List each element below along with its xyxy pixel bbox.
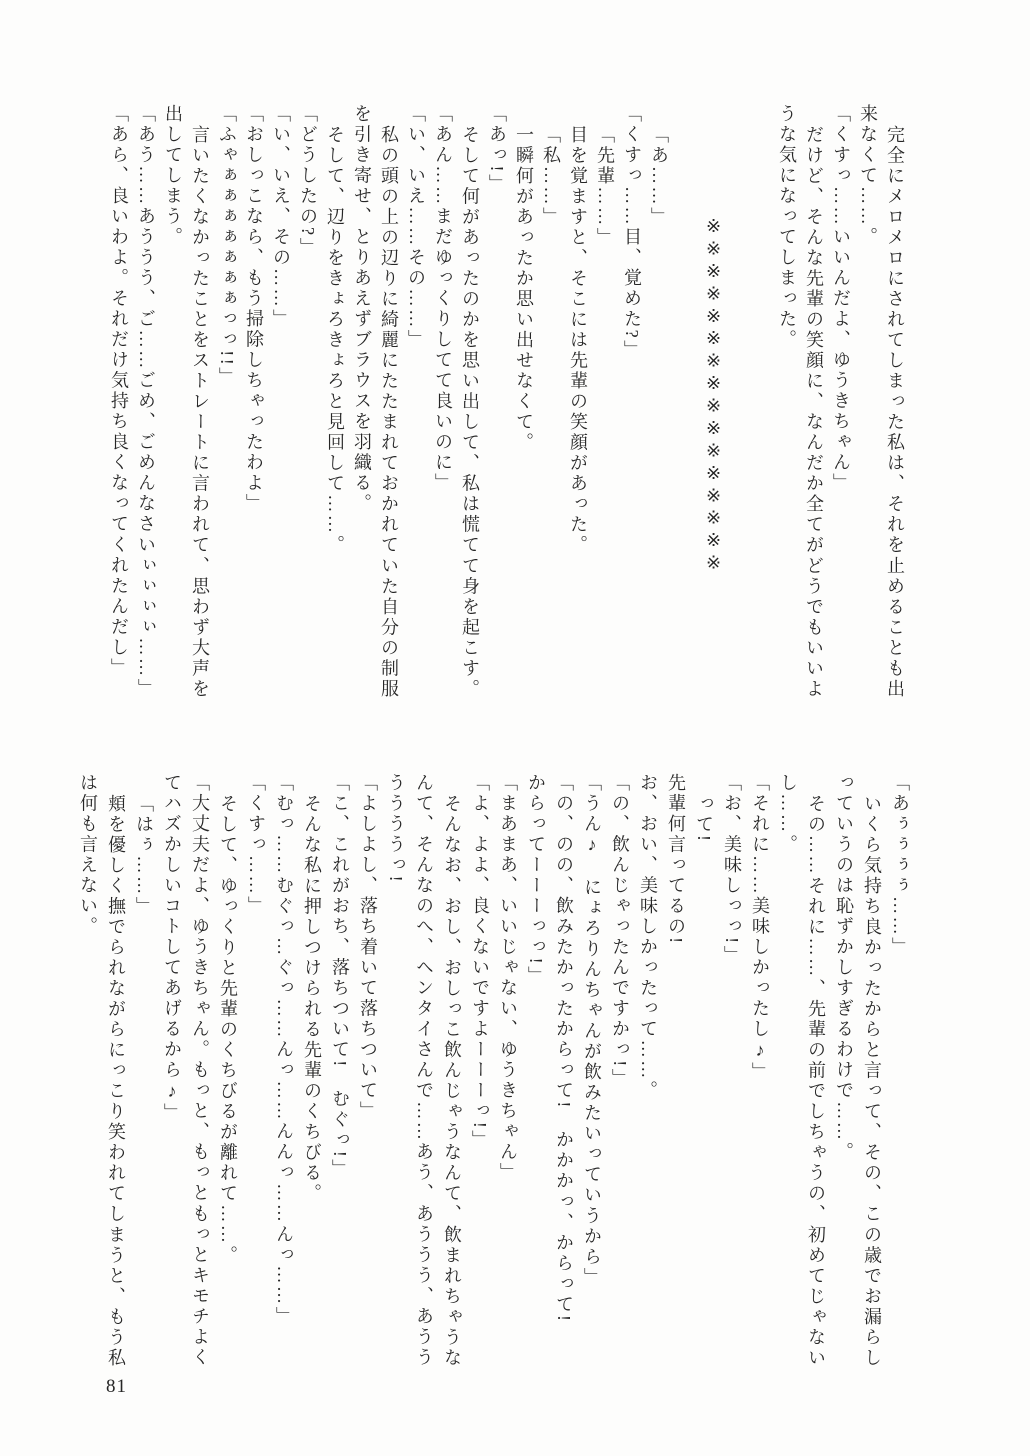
top-text-block — [105, 104, 908, 744]
text-line: んて、そんなのへ、ヘンタイさんで……あう、あううう、あうう — [414, 773, 434, 1369]
text-line: 頬を優しく撫でられながらにっこり笑われてしまうと、もう私 — [106, 794, 126, 1369]
text-line: 「よ、よよ、良くないですよーーーっ!」 — [470, 773, 490, 1151]
text-line: 言いたくなかったことをストレートに言われて、思わず大声を — [190, 125, 210, 700]
text-line: 「あう……あううう、ご……ごめ、ごめんなさいぃぃぃぃ……」 — [136, 104, 156, 700]
text-line: 「こ、これがおち、落ちついて! むぐっ!」 — [330, 773, 350, 1180]
text-line: 「むっ……むぐっ…ぐっ……んっ……んんっ……んっ……」 — [274, 773, 294, 1328]
text-line: そんな私に押しつけられる先輩のくちびる。 — [302, 794, 322, 1205]
text-line: 目を覚ますと、そこには先輩の笑顔があった。 — [568, 125, 588, 556]
text-line: 「あ……」 — [649, 125, 669, 228]
text-line: 一瞬何があったか思い出せなくて。 — [514, 125, 534, 454]
text-line: は何も言えない。 — [78, 773, 98, 938]
text-line: 「の、のの、飲みたかったからって! かかかっ、からって! — [554, 773, 574, 1324]
text-line: うな気になってしまった。 — [777, 104, 797, 351]
text-line: 「あら、良いわよ。それだけ気持ち良くなってくれたんだし」 — [109, 104, 129, 679]
text-line: 「まあまあ、いいじゃない、ゆうきちゃん」 — [498, 773, 518, 1184]
text-line: お、おい、美味しかったって……。 — [638, 773, 658, 1102]
text-line: 「ふゃぁぁぁぁぁぁぁっっ!!」 — [217, 104, 237, 388]
text-line: 来なくて……。 — [858, 104, 878, 248]
text-line: を引き寄せ、とりあえずブラウスを羽織る。 — [352, 104, 372, 515]
text-line: ううううっ! — [386, 773, 406, 885]
bottom-text-block — [74, 773, 914, 1433]
text-line: 「くすっ……目、覚めた?」 — [622, 104, 642, 361]
text-line: 「あん……まだゆっくりしてて良いのに」 — [433, 104, 453, 494]
text-line: そして、ゆっくりと先輩のくちびるが離れて……。 — [218, 794, 238, 1266]
text-line: 私の頭の上の辺りに綺麗にたたまれておかれていた自分の制服 — [379, 125, 399, 700]
page-number: 81 — [106, 1376, 127, 1397]
text-line: し……。 — [778, 773, 798, 856]
text-line: 「くすっ……いいんだよ、ゆうきちゃん」 — [831, 104, 851, 494]
text-line: からってーーーっっ!」 — [526, 773, 546, 987]
text-line: 出してしまう。 — [163, 104, 183, 248]
text-line: 「大丈夫だよ、ゆうきちゃん。もっと、もっともっとキモチよく — [190, 773, 210, 1369]
text-line: そして、辺りをきょろきょろと見回して……。 — [325, 125, 345, 556]
section-divider: ※※※※※※※※※※※※※※※※ — [704, 216, 724, 576]
text-line: 「お、美味しっっ!」 — [722, 773, 742, 967]
text-line: 「おしっこなら、もう掃除しちゃったわよ」 — [244, 104, 264, 515]
text-line: 先輩何言ってるの! — [666, 773, 686, 946]
text-line: そんなお、おし、おしっこ飲んじゃうなんて、飲まれちゃうな — [442, 794, 462, 1369]
text-line: いくら気持ち良かったからと言って、その、この歳でお漏らし — [862, 794, 882, 1369]
text-line: 「先輩……」 — [595, 125, 615, 249]
text-line: てハズかしいコトしてあげるから♪」 — [162, 773, 182, 1124]
text-line: って! — [694, 794, 714, 844]
text-line: 「よしよし、落ち着いて落ちついて」 — [358, 773, 378, 1122]
text-line: 「はぅ……」 — [134, 794, 154, 918]
text-line: 「あっ!」 — [487, 104, 507, 195]
text-line: 「あぅぅぅぅ……」 — [890, 773, 910, 958]
text-line: 「い、いえ……その……」 — [406, 104, 426, 351]
text-line: 「うん♪ にょろりんちゃんが飲みたいっていうから」 — [582, 773, 602, 1288]
text-line: 「それに……美味しかったし♪」 — [750, 773, 770, 1083]
text-line: 「私……」 — [541, 125, 561, 228]
text-line: 「くすっ……」 — [246, 773, 266, 917]
text-line: その……それに……、先輩の前でしちゃうの、初めてじゃない — [806, 794, 826, 1369]
text-line: 「どうしたの?」 — [298, 104, 318, 259]
text-line: 完全にメロメロにされてしまった私は、それを止めることも出 — [885, 125, 905, 700]
text-line: そして何があったのかを思い出して、私は慌てて身を起こす。 — [460, 125, 480, 700]
text-line: っていうのは恥ずかしすぎるわけで……。 — [834, 773, 854, 1163]
text-line: だけど、そんな先輩の笑顔に、なんだか全てがどうでもいいよ — [804, 125, 824, 700]
text-line: 「い、いえ、その……」 — [271, 104, 291, 330]
text-line: 「の、飲んじゃったんですかっ!」 — [610, 773, 630, 1090]
